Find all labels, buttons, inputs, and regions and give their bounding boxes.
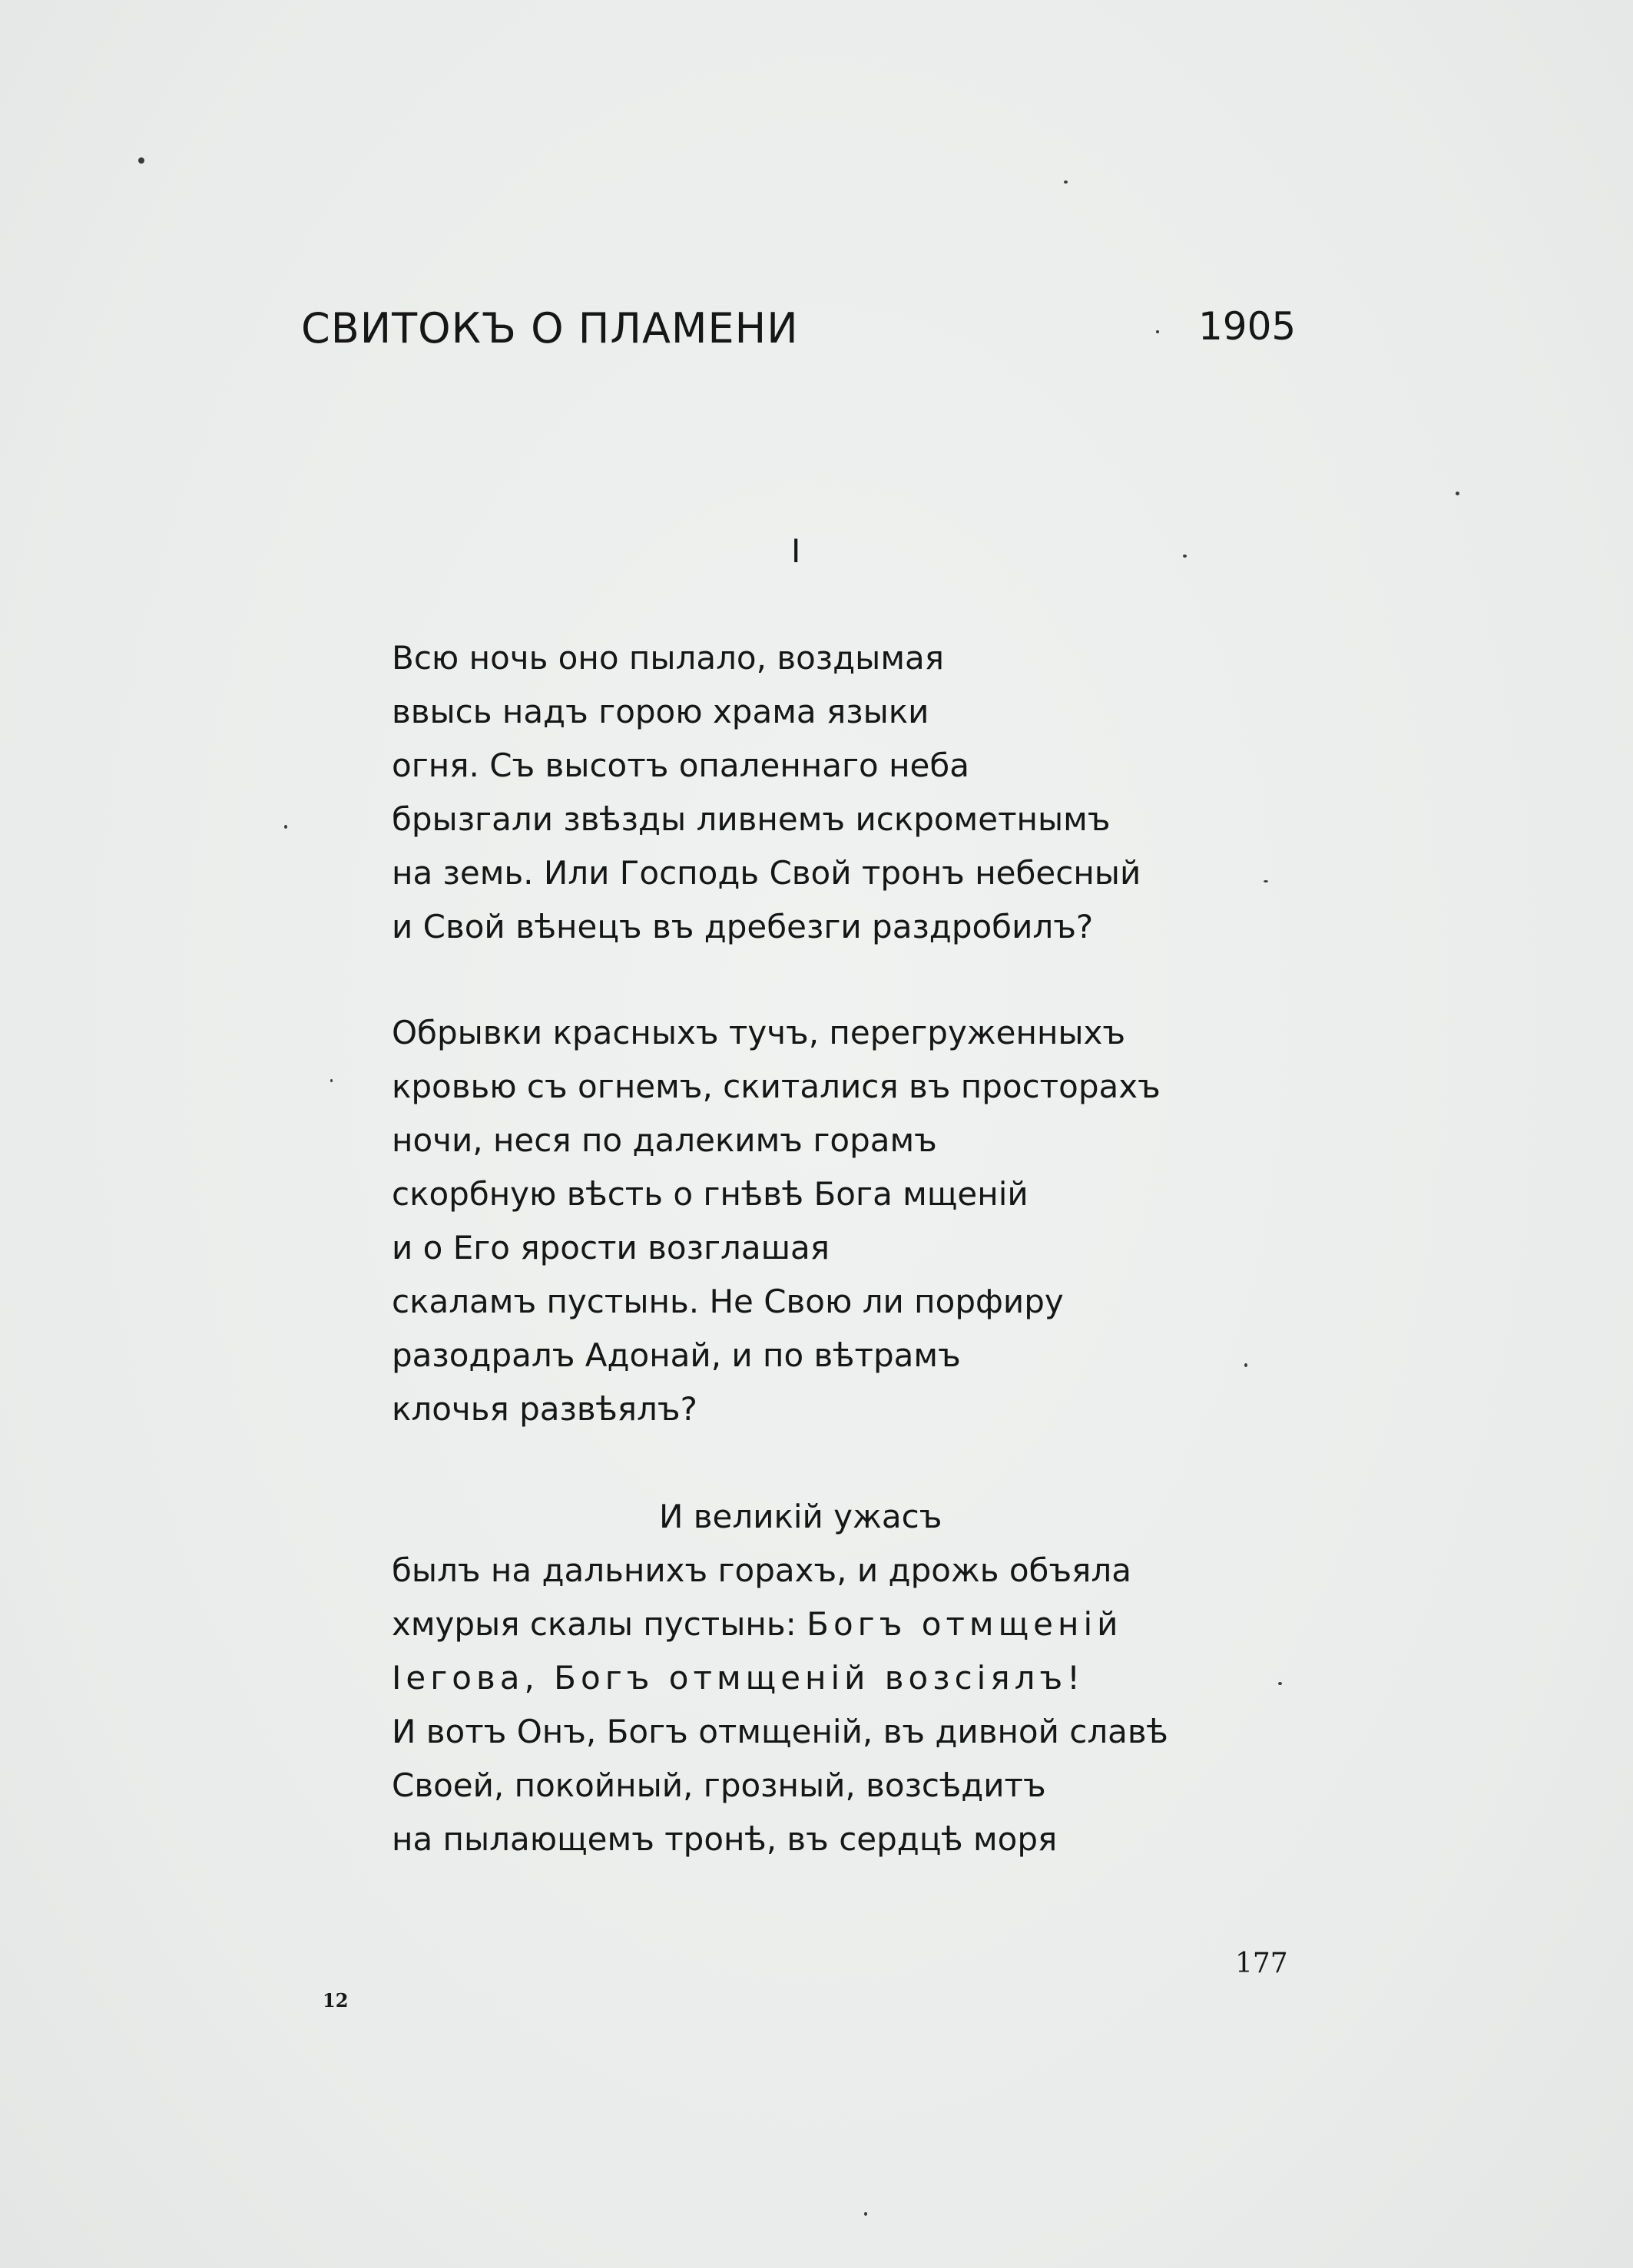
header-year: 1905 [1198, 304, 1297, 349]
paper-speck [138, 157, 144, 164]
verse-line-spaced: Іегова, Богъ отмщеній возсіялъ! [392, 1659, 1085, 1697]
verse-line: разодралъ Адонай, и по вѣтрамъ [392, 1336, 961, 1374]
spaced-emphasis: Богъ отмщеній [807, 1605, 1123, 1643]
paper-speck [1064, 180, 1068, 184]
verse-line: ночи, неся по далекимъ горамъ [392, 1121, 937, 1159]
section-numeral: I [791, 532, 801, 570]
paper-speck [1278, 1682, 1282, 1685]
verse-line-emphasis [392, 1598, 1237, 1651]
verse-line: И вотъ Онъ, Богъ отмщеній, въ дивной славѣ [392, 1713, 1168, 1750]
verse-line: брызгали звѣзды ливнемъ искрометнымъ [392, 800, 1111, 838]
verse-line: Своей, покойный, грозный, возсѣдитъ [392, 1766, 1046, 1804]
verse-line: кровью съ огнемъ, скиталися въ просторахъ [392, 1068, 1161, 1105]
paper-speck [1244, 1363, 1247, 1367]
paper-speck [1456, 492, 1459, 495]
signature-mark: 12 [323, 1989, 349, 2011]
paper-speck [1264, 880, 1268, 882]
paper-speck [1183, 555, 1187, 558]
verse-line: скорбную вѣсть о гнѣвѣ Бога мщеній [392, 1175, 1028, 1213]
verse-line: на земь. Или Господь Свой тронъ небесный [392, 854, 1141, 892]
verse-line: былъ на дальнихъ горахъ, и дрожь объяла [392, 1551, 1131, 1589]
paper-speck [1156, 330, 1159, 333]
verse-text: хмурыя скалы пустынь: [392, 1605, 807, 1643]
verse-line: Всю ночь оно пылало, воздымая [392, 639, 945, 677]
stanza-3 [392, 1490, 1237, 1866]
verse-line: огня. Съ высотъ опаленнаго неба [392, 747, 970, 784]
verse-line-indented: И великій ужасъ [659, 1498, 942, 1535]
verse-line: и Свой вѣнецъ въ дребезги раздробилъ? [392, 908, 1094, 945]
stanza-2 [392, 1006, 1237, 1436]
verse-line: Обрывки красныхъ тучъ, перегруженныхъ [392, 1014, 1126, 1051]
paper-speck [330, 1079, 333, 1082]
verse-line: клочья развѣялъ? [392, 1390, 697, 1428]
paper-speck [284, 825, 287, 829]
page-number: 177 [1235, 1948, 1288, 1979]
paper-speck [864, 2212, 867, 2216]
verse-line: скаламъ пустынь. Не Свою ли порфиру [392, 1283, 1064, 1320]
verse-line: ввысь надъ горою храма языки [392, 693, 929, 730]
stanza-1 [392, 631, 1237, 954]
page-title: СВИТОКЪ О ПЛАМЕНИ [301, 304, 799, 353]
verse-line: и о Его ярости возглашая [392, 1229, 830, 1266]
verse-line: на пылающемъ тронѣ, въ сердцѣ моря [392, 1820, 1058, 1858]
